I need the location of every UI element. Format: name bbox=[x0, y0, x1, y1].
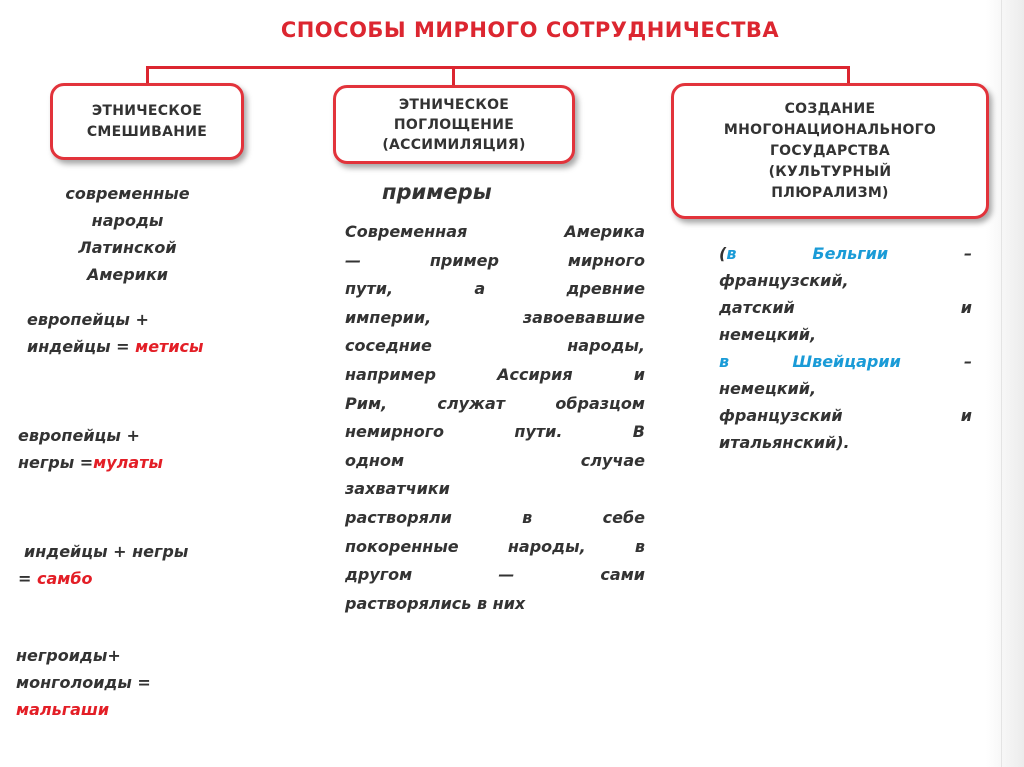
paragraph-word: Америка bbox=[564, 222, 645, 241]
paragraph-word: растворяли bbox=[345, 507, 452, 527]
paragraph-word: другом bbox=[345, 565, 413, 585]
examples-heading: примеры bbox=[382, 180, 492, 204]
conjunction: и bbox=[960, 298, 972, 317]
example-line: французский, bbox=[719, 271, 849, 290]
paragraph-word: Современная bbox=[345, 222, 468, 241]
formula-line: европейцы + bbox=[27, 310, 149, 329]
paragraph-word: завоевавшие bbox=[522, 307, 645, 327]
formula-line bbox=[27, 333, 204, 360]
paragraph-word: захватчики bbox=[345, 479, 450, 499]
paragraph-word: народы, bbox=[507, 536, 586, 556]
example-line bbox=[719, 348, 972, 375]
peoples-line: современные bbox=[65, 184, 190, 203]
paragraph-word: себе bbox=[602, 507, 645, 527]
latin-american-peoples bbox=[40, 180, 215, 288]
paragraph-line bbox=[345, 247, 645, 276]
paragraph-word: одном bbox=[345, 450, 405, 470]
formula-line: негроиды+ bbox=[16, 646, 121, 665]
box-pluralism-line: ГОСУДАРСТВА bbox=[769, 142, 891, 159]
box-pluralism-line: СОЗДАНИЕ bbox=[784, 100, 876, 117]
paragraph-word: и bbox=[633, 364, 645, 384]
formula-line: европейцы + bbox=[18, 426, 140, 445]
box-assimilation-line: ПОГЛОЩЕНИЕ bbox=[393, 116, 515, 133]
paragraph-word: в bbox=[522, 507, 533, 527]
formula-result: метисы bbox=[135, 337, 204, 356]
formula-line: индейцы + негры bbox=[24, 542, 189, 561]
paragraph-word: например bbox=[345, 364, 436, 384]
box-cultural-pluralism bbox=[671, 83, 989, 219]
multinational-examples bbox=[719, 240, 972, 456]
paragraph-word: В bbox=[632, 422, 645, 442]
formula-result: мальгаши bbox=[16, 700, 110, 719]
paragraph-word: служат bbox=[437, 393, 506, 413]
paragraph-word: — bbox=[498, 565, 515, 585]
paragraph-word: образцом bbox=[555, 393, 645, 413]
formula-line bbox=[18, 565, 188, 592]
examples-paragraph bbox=[345, 218, 645, 618]
language: датский bbox=[719, 298, 795, 317]
paragraph-line bbox=[345, 561, 645, 590]
box-pluralism-line: ПЛЮРАЛИЗМ) bbox=[771, 184, 889, 201]
paragraph-word: соседние bbox=[345, 336, 432, 356]
paragraph-line bbox=[345, 447, 645, 476]
example-line bbox=[719, 294, 972, 321]
preposition: в bbox=[719, 352, 730, 371]
paragraph-word: растворялись в них bbox=[345, 593, 526, 613]
paragraph-word: Ассирия bbox=[497, 364, 573, 384]
box-ethnic-mixing bbox=[50, 83, 244, 160]
mulatto-formula bbox=[18, 422, 163, 476]
peoples-line: Америки bbox=[86, 265, 169, 284]
connector-middle bbox=[452, 66, 455, 86]
paragraph-word: — bbox=[345, 250, 361, 270]
box-ethnic-assimilation bbox=[333, 85, 575, 164]
peoples-line: Латинской bbox=[78, 238, 177, 257]
box-assimilation-line: ЭТНИЧЕСКОЕ bbox=[398, 96, 510, 113]
formula-prefix: = bbox=[18, 569, 37, 588]
paragraph-word: пути, bbox=[345, 279, 394, 299]
paragraph-line bbox=[345, 590, 645, 619]
paragraph-line bbox=[345, 275, 645, 304]
paragraph-word: империи, bbox=[345, 307, 432, 327]
example-line: итальянский). bbox=[719, 433, 850, 452]
paragraph-word: покоренные bbox=[345, 536, 459, 556]
example-line: немецкий, bbox=[719, 379, 817, 398]
paragraph-word: немирного bbox=[345, 422, 445, 442]
paragraph-word: случае bbox=[580, 450, 645, 470]
paragraph-word: народы, bbox=[567, 336, 645, 356]
paragraph-line bbox=[345, 332, 645, 361]
paragraph-word: Рим, bbox=[345, 393, 388, 413]
dash: – bbox=[963, 352, 972, 371]
box-ethnic-mixing-line: ЭТНИЧЕСКОЕ bbox=[91, 102, 203, 119]
box-pluralism-line: МНОГОНАЦИОНАЛЬНОГО bbox=[723, 121, 937, 138]
paragraph-word: а bbox=[474, 279, 486, 299]
formula-result: самбо bbox=[36, 569, 93, 588]
paragraph-line bbox=[345, 504, 645, 533]
box-pluralism-line: (КУЛЬТУРНЫЙ bbox=[768, 163, 892, 180]
mestizo-formula bbox=[27, 306, 204, 360]
paragraph-line bbox=[345, 218, 645, 247]
sambo-formula bbox=[18, 538, 188, 592]
paragraph-line bbox=[345, 418, 645, 447]
paragraph-word: пример bbox=[429, 250, 499, 270]
connector-left bbox=[146, 66, 149, 84]
example-line: немецкий, bbox=[719, 325, 817, 344]
malagasy-formula bbox=[16, 642, 151, 723]
paragraph-word: мирного bbox=[567, 250, 645, 270]
paragraph-line bbox=[345, 475, 645, 504]
formula-prefix: негры = bbox=[18, 453, 94, 472]
paragraph-line bbox=[345, 304, 645, 333]
paragraph-word: древние bbox=[566, 279, 645, 299]
paragraph-line bbox=[345, 361, 645, 390]
example-line bbox=[719, 402, 972, 429]
country-belgium: Бельгии bbox=[812, 244, 889, 263]
diagram-title: СПОСОБЫ МИРНОГО СОТРУДНИЧЕСТВА bbox=[280, 18, 780, 42]
dash: – bbox=[963, 244, 972, 263]
open-paren: ( bbox=[719, 244, 727, 263]
conjunction: и bbox=[960, 406, 972, 425]
preposition: в bbox=[726, 244, 737, 263]
slide-frame-line bbox=[1001, 0, 1002, 767]
paragraph-word: пути. bbox=[514, 422, 563, 442]
example-line bbox=[719, 240, 972, 267]
example-open bbox=[719, 240, 736, 267]
peoples-line: народы bbox=[91, 211, 164, 230]
formula-line: монголоиды = bbox=[16, 673, 151, 692]
country-switzerland: Швейцарии bbox=[792, 352, 901, 371]
formula-line bbox=[18, 449, 163, 476]
slide-frame-edge bbox=[986, 0, 1024, 767]
paragraph-line bbox=[345, 533, 645, 562]
paragraph-word: сами bbox=[600, 565, 645, 585]
formula-prefix: индейцы = bbox=[27, 337, 136, 356]
paragraph-word: в bbox=[634, 536, 645, 556]
box-assimilation-line: (АССИМИЛЯЦИЯ) bbox=[382, 136, 526, 153]
formula-result: мулаты bbox=[93, 453, 163, 472]
language: французский bbox=[719, 406, 843, 425]
paragraph-line bbox=[345, 390, 645, 419]
connector-horizontal bbox=[146, 66, 850, 69]
box-ethnic-mixing-line: СМЕШИВАНИЕ bbox=[86, 123, 208, 140]
